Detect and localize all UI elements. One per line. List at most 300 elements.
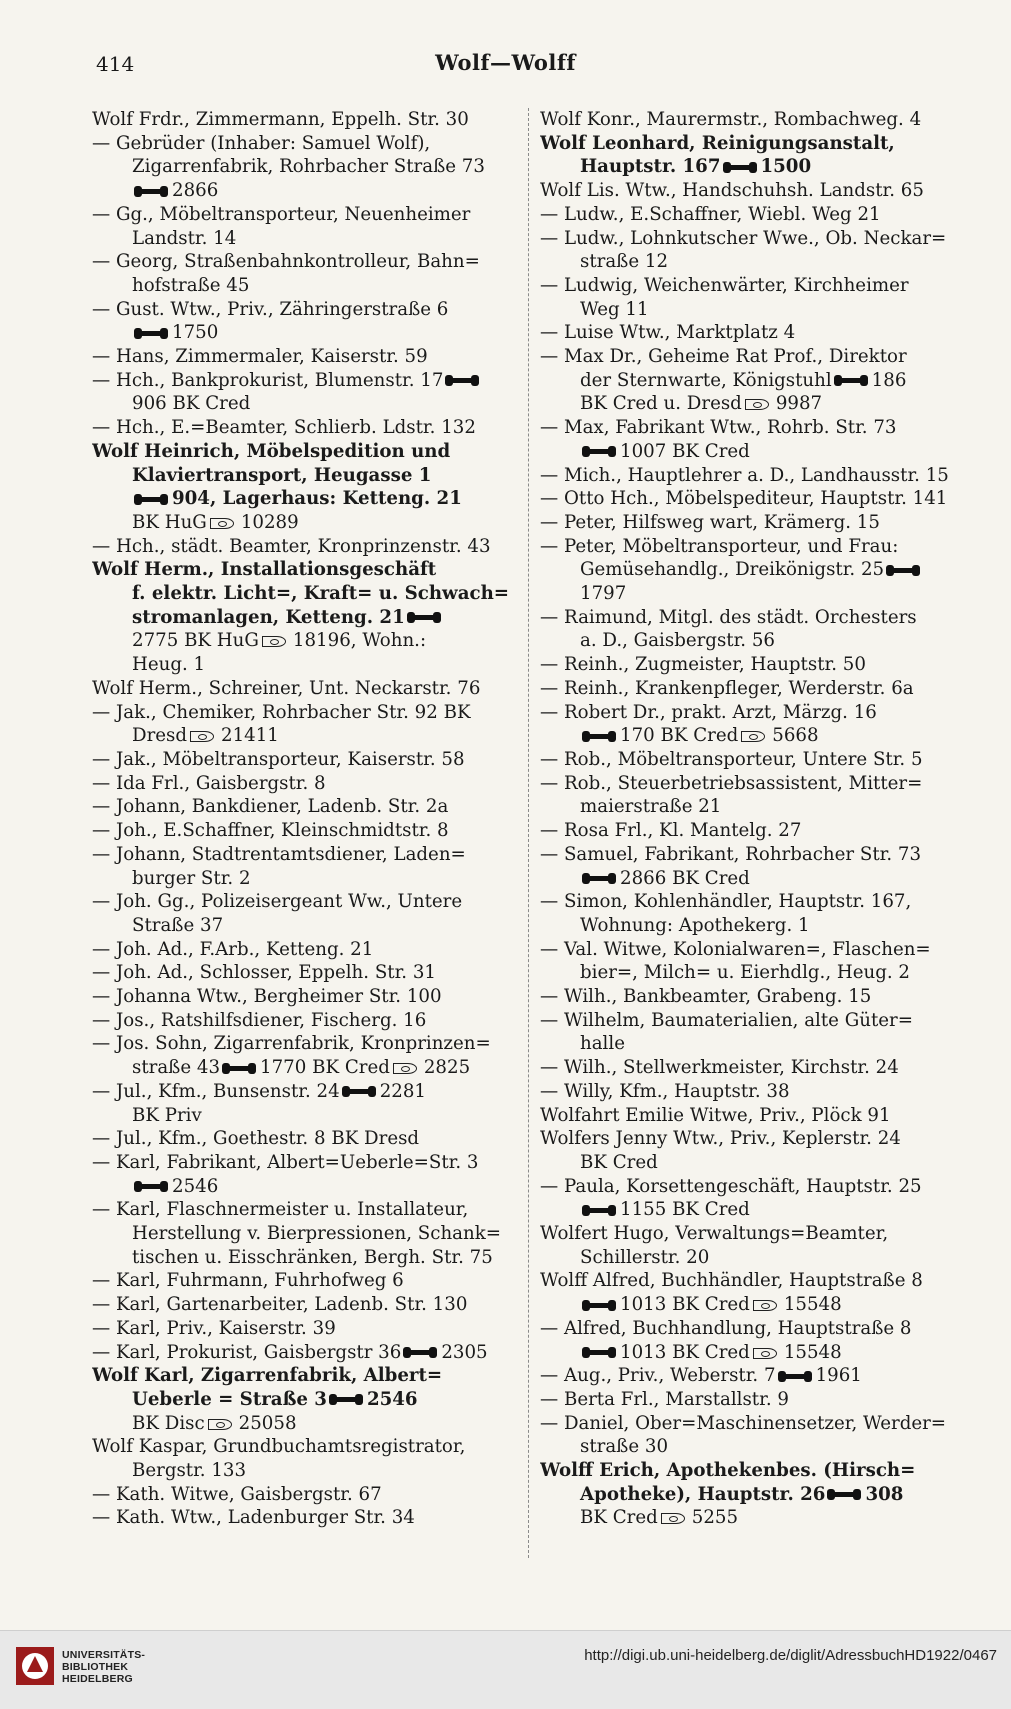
telephone-number: 186 bbox=[871, 369, 907, 391]
entry-text: — Max, Fabrikant Wtw., Rohrb. Str. 73 bbox=[540, 417, 897, 439]
directory-entry-line bbox=[540, 132, 965, 156]
entry-text: Zigarrenfabrik, Rohrbacher Straße 73 bbox=[132, 156, 485, 178]
directory-entry-line bbox=[540, 535, 965, 559]
directory-entry-line bbox=[540, 1127, 965, 1151]
directory-entry-line bbox=[540, 653, 965, 677]
post-horn-icon bbox=[208, 1418, 236, 1430]
entry-text: BK Cred bbox=[580, 1151, 658, 1173]
directory-entry-line bbox=[540, 1435, 965, 1459]
entry-text: — Karl, Flaschnermeister u. Installateur, bbox=[92, 1199, 469, 1221]
post-horn-icon bbox=[210, 517, 238, 529]
entry-text: — Jos. Sohn, Zigarrenfabrik, Kronprinzen= bbox=[92, 1033, 491, 1055]
entry-text: — Robert Dr., prakt. Arzt, Märzg. 16 bbox=[540, 701, 877, 723]
directory-entry-line bbox=[540, 1388, 965, 1412]
directory-entry-line bbox=[540, 321, 965, 345]
entry-text: Wolf Lis. Wtw., Handschuhsh. Landstr. 65 bbox=[540, 180, 924, 202]
entry-text: — Daniel, Ober=Maschinensetzer, Werder= bbox=[540, 1412, 947, 1434]
library-logo-icon bbox=[14, 1645, 56, 1687]
directory-entry-line bbox=[92, 1459, 517, 1483]
directory-entry-line bbox=[92, 890, 517, 914]
telephone-icon bbox=[582, 1205, 616, 1216]
telephone-number: 2281 bbox=[379, 1080, 426, 1102]
entry-text: — Georg, Straßenbahnkontrolleur, Bahn= bbox=[92, 251, 480, 273]
directory-entry-line bbox=[92, 914, 517, 938]
directory-entry-line bbox=[540, 464, 965, 488]
entry-text: — Kath. Wtw., Ladenburger Str. 34 bbox=[92, 1507, 415, 1529]
entry-text: — Jul., Kfm., Goethestr. 8 BK Dresd bbox=[92, 1128, 420, 1150]
directory-entry-line bbox=[92, 1175, 517, 1199]
entry-text: — Rob., Möbeltransporteur, Untere Str. 5 bbox=[540, 748, 923, 770]
telephone-icon bbox=[134, 328, 168, 339]
library-name-line: UNIVERSITÄTS- bbox=[62, 1649, 146, 1661]
telephone-icon bbox=[778, 1371, 812, 1382]
entry-text: a. D., Gaisbergstr. 56 bbox=[580, 630, 775, 652]
postal-account-number: 15548 bbox=[783, 1341, 842, 1363]
entry-text: 1013 BK Cred bbox=[620, 1341, 750, 1363]
entry-text: — Jul., Kfm., Bunsenstr. 24 bbox=[92, 1080, 340, 1102]
directory-entry-line bbox=[92, 464, 517, 488]
telephone-icon bbox=[582, 446, 616, 457]
directory-entry-line bbox=[92, 321, 517, 345]
column-divider bbox=[528, 108, 529, 1558]
telephone-icon bbox=[134, 186, 168, 197]
directory-entry-line bbox=[92, 629, 517, 653]
entry-text: Dresd bbox=[132, 725, 188, 747]
entry-text: straße 30 bbox=[580, 1436, 669, 1458]
entry-text: 1007 BK Cred bbox=[620, 440, 750, 462]
page-title: Wolf—Wolff bbox=[435, 50, 576, 75]
directory-entry-line bbox=[92, 108, 517, 132]
entry-text: — Joh. Gg., Polizeisergeant Ww., Untere bbox=[92, 891, 463, 913]
directory-entry-line bbox=[540, 369, 965, 393]
telephone-icon bbox=[134, 494, 168, 505]
entry-text: — Wilh., Stellwerkmeister, Kirchstr. 24 bbox=[540, 1057, 899, 1079]
entry-text: Ueberle = Straße 3 bbox=[132, 1388, 327, 1410]
entry-text: — Reinh., Krankenpfleger, Werderstr. 6a bbox=[540, 677, 914, 699]
entry-text: Herstellung v. Bierpressionen, Schank= bbox=[132, 1223, 501, 1245]
entry-text: — Reinh., Zugmeister, Hauptstr. 50 bbox=[540, 654, 866, 676]
directory-entry-line bbox=[92, 274, 517, 298]
directory-entry-line bbox=[92, 1222, 517, 1246]
directory-entry-line bbox=[92, 653, 517, 677]
telephone-icon bbox=[582, 1347, 616, 1358]
entry-text: — Wilhelm, Baumaterialien, alte Güter= bbox=[540, 1009, 913, 1031]
directory-entry-line bbox=[92, 1341, 517, 1365]
postal-account-number: 2825 bbox=[423, 1057, 471, 1079]
entry-text: Schillerstr. 20 bbox=[580, 1246, 710, 1268]
directory-entry-line bbox=[92, 1246, 517, 1270]
directory-entry-line bbox=[92, 819, 517, 843]
directory-entry-line bbox=[92, 1412, 517, 1436]
directory-entry-line bbox=[540, 890, 965, 914]
entry-text: — Ludwig, Weichenwärter, Kirchheimer bbox=[540, 274, 909, 296]
directory-entry-line bbox=[92, 772, 517, 796]
entry-text: — Hch., Bankprokurist, Blumenstr. 17 bbox=[92, 369, 444, 391]
telephone-icon bbox=[407, 612, 441, 623]
entry-text: Wolf Karl, Zigarrenfabrik, Albert= bbox=[92, 1365, 443, 1387]
directory-entry-line bbox=[540, 1412, 965, 1436]
entry-text: Wolf Leonhard, Reinigungsanstalt, bbox=[540, 132, 895, 154]
entry-text: — Joh. Ad., F.Arb., Ketteng. 21 bbox=[92, 938, 374, 960]
directory-entry-line bbox=[92, 203, 517, 227]
directory-entry-line bbox=[92, 724, 517, 748]
page-number: 414 bbox=[96, 52, 135, 76]
entry-text: Hauptstr. 167 bbox=[580, 156, 721, 178]
directory-entry-line bbox=[540, 701, 965, 725]
entry-text: — Simon, Kohlenhändler, Hauptstr. 167, bbox=[540, 891, 912, 913]
directory-entry-line bbox=[92, 250, 517, 274]
telephone-number: 2305 bbox=[441, 1341, 488, 1363]
entry-text: — Johann, Stadtrentamtsdiener, Laden= bbox=[92, 843, 466, 865]
entry-text: Wolf Frdr., Zimmermann, Eppelh. Str. 30 bbox=[92, 109, 469, 130]
directory-entry-line bbox=[540, 1151, 965, 1175]
entry-text: Wolf Kaspar, Grundbuchamtsregistrator, bbox=[92, 1436, 466, 1458]
directory-entry-line bbox=[92, 1104, 517, 1128]
telephone-number: 1500 bbox=[760, 156, 812, 178]
directory-entry-line bbox=[540, 1009, 965, 1033]
entry-text: — Samuel, Fabrikant, Rohrbacher Str. 73 bbox=[540, 843, 922, 865]
directory-entry-line bbox=[540, 819, 965, 843]
telephone-icon bbox=[134, 1181, 168, 1192]
entry-text: stromanlagen, Ketteng. 21 bbox=[132, 606, 405, 628]
directory-entry-line bbox=[540, 1483, 965, 1507]
entry-text: BK Disc bbox=[132, 1412, 205, 1434]
directory-entry-line bbox=[92, 843, 517, 867]
entry-text: 170 BK Cred bbox=[620, 725, 739, 747]
directory-entry-line bbox=[540, 108, 965, 132]
entry-text: Straße 37 bbox=[132, 914, 224, 936]
directory-entry-line bbox=[540, 1506, 965, 1530]
directory-entry-line bbox=[540, 1317, 965, 1341]
directory-entry-line bbox=[92, 748, 517, 772]
entry-text: — Wilh., Bankbeamter, Grabeng. 15 bbox=[540, 986, 872, 1008]
telephone-icon bbox=[723, 162, 757, 173]
directory-entry-line bbox=[92, 558, 517, 582]
entry-text: 1797 bbox=[580, 583, 627, 605]
directory-entry-line bbox=[540, 1104, 965, 1128]
directory-entry-line bbox=[540, 985, 965, 1009]
entry-text: — Alfred, Buchhandlung, Hauptstraße 8 bbox=[540, 1317, 912, 1339]
telephone-icon bbox=[582, 1300, 616, 1311]
entry-text: — Gust. Wtw., Priv., Zähringerstraße 6 bbox=[92, 298, 449, 320]
directory-entry-line bbox=[540, 440, 965, 464]
telephone-icon bbox=[582, 873, 616, 884]
directory-entry-line bbox=[540, 1222, 965, 1246]
entry-text: straße 12 bbox=[580, 251, 669, 273]
entry-text: — Johanna Wtw., Bergheimer Str. 100 bbox=[92, 986, 442, 1008]
entry-text: Landstr. 14 bbox=[132, 227, 237, 249]
entry-text: BK HuG bbox=[132, 511, 207, 533]
entry-text: Wolf Konr., Maurermstr., Rombachweg. 4 bbox=[540, 109, 922, 130]
entry-text: — Paula, Korsettengeschäft, Hauptstr. 25 bbox=[540, 1175, 922, 1197]
entry-text: der Sternwarte, Königstuhl bbox=[580, 369, 832, 391]
directory-entry-line bbox=[540, 629, 965, 653]
directory-entry-line bbox=[92, 345, 517, 369]
entry-text: — Raimund, Mitgl. des städt. Orchesters bbox=[540, 606, 917, 628]
entry-text: BK Cred bbox=[580, 1507, 658, 1529]
entry-text: Gemüsehandlg., Dreikönigstr. 25 bbox=[580, 559, 885, 581]
directory-entry-line bbox=[92, 1364, 517, 1388]
directory-entry-line bbox=[540, 772, 965, 796]
entry-text: BK Priv bbox=[132, 1104, 202, 1126]
entry-text: 906 BK Cred bbox=[132, 393, 251, 415]
entry-text: bier=, Milch= u. Eierhdlg., Heug. 2 bbox=[580, 962, 910, 984]
post-horn-icon bbox=[741, 730, 769, 742]
directory-entry-line bbox=[92, 1483, 517, 1507]
footer-bar bbox=[0, 1630, 1011, 1709]
entry-text: — Gebrüder (Inhaber: Samuel Wolf), bbox=[92, 132, 431, 154]
directory-entry-line bbox=[540, 1198, 965, 1222]
directory-entry-line bbox=[92, 867, 517, 891]
entry-text: 2866 bbox=[172, 180, 219, 202]
entry-text: — Karl, Gartenarbeiter, Ladenb. Str. 130 bbox=[92, 1294, 468, 1316]
telephone-icon bbox=[827, 1489, 861, 1500]
entry-text: Wolf Herm., Installationsgeschäft bbox=[92, 559, 437, 581]
entry-text: — Mich., Hauptlehrer a. D., Landhausstr. 15 bbox=[540, 464, 949, 486]
directory-entry-line bbox=[540, 203, 965, 227]
directory-entry-line bbox=[92, 1009, 517, 1033]
entry-text: tischen u. Eisschränken, Bergh. Str. 75 bbox=[132, 1246, 493, 1268]
directory-entry-line bbox=[92, 1198, 517, 1222]
directory-entry-line bbox=[540, 1459, 965, 1483]
library-name-line: HEIDELBERG bbox=[62, 1673, 133, 1685]
directory-entry-line bbox=[92, 606, 517, 630]
postal-account-number: 25058 bbox=[238, 1412, 297, 1434]
entry-text: — Berta Frl., Marstallstr. 9 bbox=[540, 1388, 789, 1410]
directory-entry-line bbox=[540, 298, 965, 322]
entry-text: — Jak., Chemiker, Rohrbacher Str. 92 BK bbox=[92, 701, 471, 723]
directory-entry-line bbox=[92, 1032, 517, 1056]
entry-text: Weg 11 bbox=[580, 298, 649, 320]
entry-text: f. elektr. Licht=, Kraft= u. Schwach= bbox=[132, 583, 510, 605]
entry-text: BK Cred u. Dresd bbox=[580, 393, 742, 415]
entry-text: Bergstr. 133 bbox=[132, 1460, 247, 1482]
directory-entry-line bbox=[92, 701, 517, 725]
directory-entry-line bbox=[92, 1056, 517, 1080]
directory-entry-line bbox=[540, 1364, 965, 1388]
directory-entry-line bbox=[540, 416, 965, 440]
source-url-link[interactable]: http://digi.ub.uni-heidelberg.de/diglit/AdressbuchHD1922/0467 bbox=[584, 1647, 997, 1664]
entry-text: Wolff Erich, Apothekenbes. (Hirsch= bbox=[540, 1460, 916, 1482]
entry-text: Wolff Alfred, Buchhändler, Hauptstraße 8 bbox=[540, 1270, 923, 1292]
directory-entry-line bbox=[92, 369, 517, 393]
directory-entry-line bbox=[92, 1269, 517, 1293]
directory-entry-line bbox=[92, 1293, 517, 1317]
directory-entry-line bbox=[92, 132, 517, 156]
entry-text: Wohnung: Apothekerg. 1 bbox=[580, 914, 810, 936]
directory-entry-line bbox=[92, 795, 517, 819]
post-horn-icon bbox=[753, 1347, 781, 1359]
directory-entry-line bbox=[540, 1269, 965, 1293]
entry-text: Wolfert Hugo, Verwaltungs=Beamter, bbox=[540, 1223, 889, 1245]
directory-entry-line bbox=[540, 1080, 965, 1104]
directory-entry-line bbox=[92, 1151, 517, 1175]
entry-text: — Kath. Witwe, Gaisbergstr. 67 bbox=[92, 1483, 382, 1505]
directory-entry-line bbox=[540, 961, 965, 985]
directory-entry-line bbox=[540, 558, 965, 582]
entry-text: Heug. 1 bbox=[132, 654, 206, 676]
entry-text: maierstraße 21 bbox=[580, 796, 722, 818]
telephone-icon bbox=[886, 565, 920, 576]
telephone-icon bbox=[582, 731, 616, 742]
entry-text: — Aug., Priv., Weberstr. 7 bbox=[540, 1365, 776, 1387]
library-name bbox=[62, 1649, 145, 1685]
entry-text: Wolfers Jenny Wtw., Priv., Keplerstr. 24 bbox=[540, 1128, 901, 1150]
directory-entry-line bbox=[92, 1127, 517, 1151]
postal-account-number: 9987 bbox=[775, 393, 823, 415]
entry-text: hofstraße 45 bbox=[132, 274, 250, 296]
telephone-icon bbox=[403, 1347, 437, 1358]
directory-entry-line bbox=[540, 1293, 965, 1317]
postal-account-number: 5255 bbox=[691, 1507, 739, 1529]
entry-text: 904, Lagerhaus: Ketteng. 21 bbox=[172, 488, 462, 510]
entry-text: 2546 bbox=[172, 1175, 219, 1197]
directory-entry-line bbox=[92, 1435, 517, 1459]
entry-text: — Karl, Prokurist, Gaisbergstr 36 bbox=[92, 1341, 402, 1363]
directory-entry-line bbox=[540, 1032, 965, 1056]
entry-text: Apotheke), Hauptstr. 26 bbox=[580, 1483, 826, 1505]
entry-text: — Jos., Ratshilfsdiener, Fischerg. 16 bbox=[92, 1009, 427, 1031]
entry-text: burger Str. 2 bbox=[132, 867, 251, 889]
directory-entry-line bbox=[540, 748, 965, 772]
directory-entry-line bbox=[540, 1341, 965, 1365]
directory-entry-line bbox=[92, 582, 517, 606]
entry-text: Wolf Herm., Schreiner, Unt. Neckarstr. 76 bbox=[92, 677, 481, 699]
postal-account-number: 21411 bbox=[221, 725, 279, 747]
directory-entry-line bbox=[540, 843, 965, 867]
entry-text: Wolf Heinrich, Möbelspedition und bbox=[92, 440, 451, 462]
entry-text: straße 43 bbox=[132, 1057, 221, 1079]
directory-entry-line bbox=[540, 606, 965, 630]
postal-account-number: 10289 bbox=[240, 511, 299, 533]
directory-entry-line bbox=[540, 677, 965, 701]
post-horn-icon bbox=[753, 1299, 781, 1311]
telephone-icon bbox=[222, 1063, 256, 1074]
postal-account-number: 5668 bbox=[772, 725, 819, 747]
entry-text: halle bbox=[580, 1033, 625, 1055]
directory-entry-line bbox=[92, 487, 517, 511]
telephone-icon bbox=[329, 1394, 363, 1405]
directory-entry-line bbox=[92, 535, 517, 559]
entry-text: 1750 bbox=[172, 322, 219, 344]
directory-entry-line bbox=[92, 1080, 517, 1104]
entry-text: — Rob., Steuerbetriebsassistent, Mitter= bbox=[540, 772, 923, 794]
directory-entry-line bbox=[540, 511, 965, 535]
directory-entry-line bbox=[92, 1388, 517, 1412]
telephone-icon bbox=[342, 1086, 376, 1097]
telephone-number: 1770 BK Cred bbox=[260, 1057, 390, 1079]
library-name-line: BIBLIOTHEK bbox=[62, 1661, 129, 1673]
directory-entry-line bbox=[540, 250, 965, 274]
directory-entry-line bbox=[540, 724, 965, 748]
telephone-icon bbox=[445, 375, 479, 386]
entry-text: — Ludw., Lohnkutscher Wwe., Ob. Neckar= bbox=[540, 227, 947, 249]
directory-entry-line bbox=[92, 416, 517, 440]
entry-text: 1013 BK Cred bbox=[620, 1294, 750, 1316]
directory-entry-line bbox=[540, 938, 965, 962]
directory-entry-line bbox=[540, 914, 965, 938]
entry-text: — Peter, Möbeltransporteur, und Frau: bbox=[540, 535, 899, 557]
directory-entry-line bbox=[92, 961, 517, 985]
telephone-icon bbox=[834, 375, 868, 386]
entry-text: — Otto Hch., Möbelspediteur, Hauptstr. 141 bbox=[540, 488, 948, 510]
entry-text: — Johann, Bankdiener, Ladenb. Str. 2a bbox=[92, 796, 449, 818]
entry-text: 2775 BK HuG bbox=[132, 630, 259, 652]
telephone-number: 2546 bbox=[366, 1388, 418, 1410]
directory-entry-line bbox=[92, 985, 517, 1009]
directory-entry-line bbox=[540, 274, 965, 298]
directory-entry-line bbox=[540, 1175, 965, 1199]
entry-text: — Karl, Priv., Kaiserstr. 39 bbox=[92, 1317, 336, 1339]
directory-entry-line bbox=[540, 867, 965, 891]
entry-text: — Jak., Möbeltransporteur, Kaiserstr. 58 bbox=[92, 748, 465, 770]
entry-text: — Joh., E.Schaffner, Kleinschmidtstr. 8 bbox=[92, 820, 449, 842]
directory-entry-line bbox=[540, 155, 965, 179]
directory-entry-line bbox=[92, 440, 517, 464]
entry-text: — Hch., städt. Beamter, Kronprinzenstr. 43 bbox=[92, 535, 491, 557]
directory-entry-line bbox=[540, 582, 965, 606]
directory-entry-line bbox=[540, 1246, 965, 1270]
entry-text: — Joh. Ad., Schlosser, Eppelh. Str. 31 bbox=[92, 962, 437, 984]
post-horn-icon bbox=[661, 1512, 689, 1524]
entry-text: 1155 BK Cred bbox=[620, 1199, 750, 1221]
entry-text: — Gg., Möbeltransporteur, Neuenheimer bbox=[92, 203, 471, 225]
directory-entry-line bbox=[92, 511, 517, 535]
entry-text: — Karl, Fabrikant, Albert=Ueberle=Str. 3 bbox=[92, 1151, 479, 1173]
entry-text: — Willy, Kfm., Hauptstr. 38 bbox=[540, 1080, 790, 1102]
directory-entry-line bbox=[540, 345, 965, 369]
right-column bbox=[540, 108, 965, 1530]
postal-account-number: 18196, Wohn.: bbox=[292, 630, 427, 652]
entry-text: Klaviertransport, Heugasse 1 bbox=[132, 464, 432, 486]
directory-entry-line bbox=[92, 938, 517, 962]
entry-text: — Hch., E.=Beamter, Schlierb. Ldstr. 132 bbox=[92, 417, 476, 439]
postal-account-number: 15548 bbox=[783, 1294, 842, 1316]
entry-text: — Ludw., E.Schaffner, Wiebl. Weg 21 bbox=[540, 203, 881, 225]
telephone-number: 1961 bbox=[815, 1365, 862, 1387]
directory-entry-line bbox=[92, 179, 517, 203]
entry-text: — Karl, Fuhrmann, Fuhrhofweg 6 bbox=[92, 1270, 404, 1292]
directory-entry-line bbox=[540, 487, 965, 511]
entry-text: — Max Dr., Geheime Rat Prof., Direktor bbox=[540, 346, 907, 368]
directory-entry-line bbox=[540, 795, 965, 819]
entry-text: — Ida Frl., Gaisbergstr. 8 bbox=[92, 772, 326, 794]
post-horn-icon bbox=[745, 398, 773, 410]
directory-entry-line bbox=[92, 155, 517, 179]
left-column bbox=[92, 108, 517, 1530]
post-horn-icon bbox=[262, 635, 290, 647]
directory-entry-line bbox=[92, 1506, 517, 1530]
directory-entry-line bbox=[540, 179, 965, 203]
directory-entry-line bbox=[92, 1317, 517, 1341]
entry-text: Wolfahrt Emilie Witwe, Priv., Plöck 91 bbox=[540, 1104, 891, 1126]
directory-entry-line bbox=[92, 392, 517, 416]
post-horn-icon bbox=[393, 1062, 421, 1074]
telephone-number: 308 bbox=[865, 1483, 904, 1505]
directory-entry-line bbox=[540, 227, 965, 251]
entry-text: — Peter, Hilfsweg wart, Krämerg. 15 bbox=[540, 511, 880, 533]
directory-entry-line bbox=[92, 677, 517, 701]
directory-entry-line bbox=[540, 1056, 965, 1080]
entry-text: — Rosa Frl., Kl. Mantelg. 27 bbox=[540, 820, 802, 842]
entry-text: — Val. Witwe, Kolonialwaren=, Flaschen= bbox=[540, 938, 931, 960]
entry-text: — Luise Wtw., Marktplatz 4 bbox=[540, 322, 796, 344]
post-horn-icon bbox=[190, 730, 218, 742]
entry-text: — Hans, Zimmermaler, Kaiserstr. 59 bbox=[92, 346, 428, 368]
directory-entry-line bbox=[92, 227, 517, 251]
entry-text: 2866 BK Cred bbox=[620, 867, 750, 889]
directory-entry-line bbox=[540, 392, 965, 416]
